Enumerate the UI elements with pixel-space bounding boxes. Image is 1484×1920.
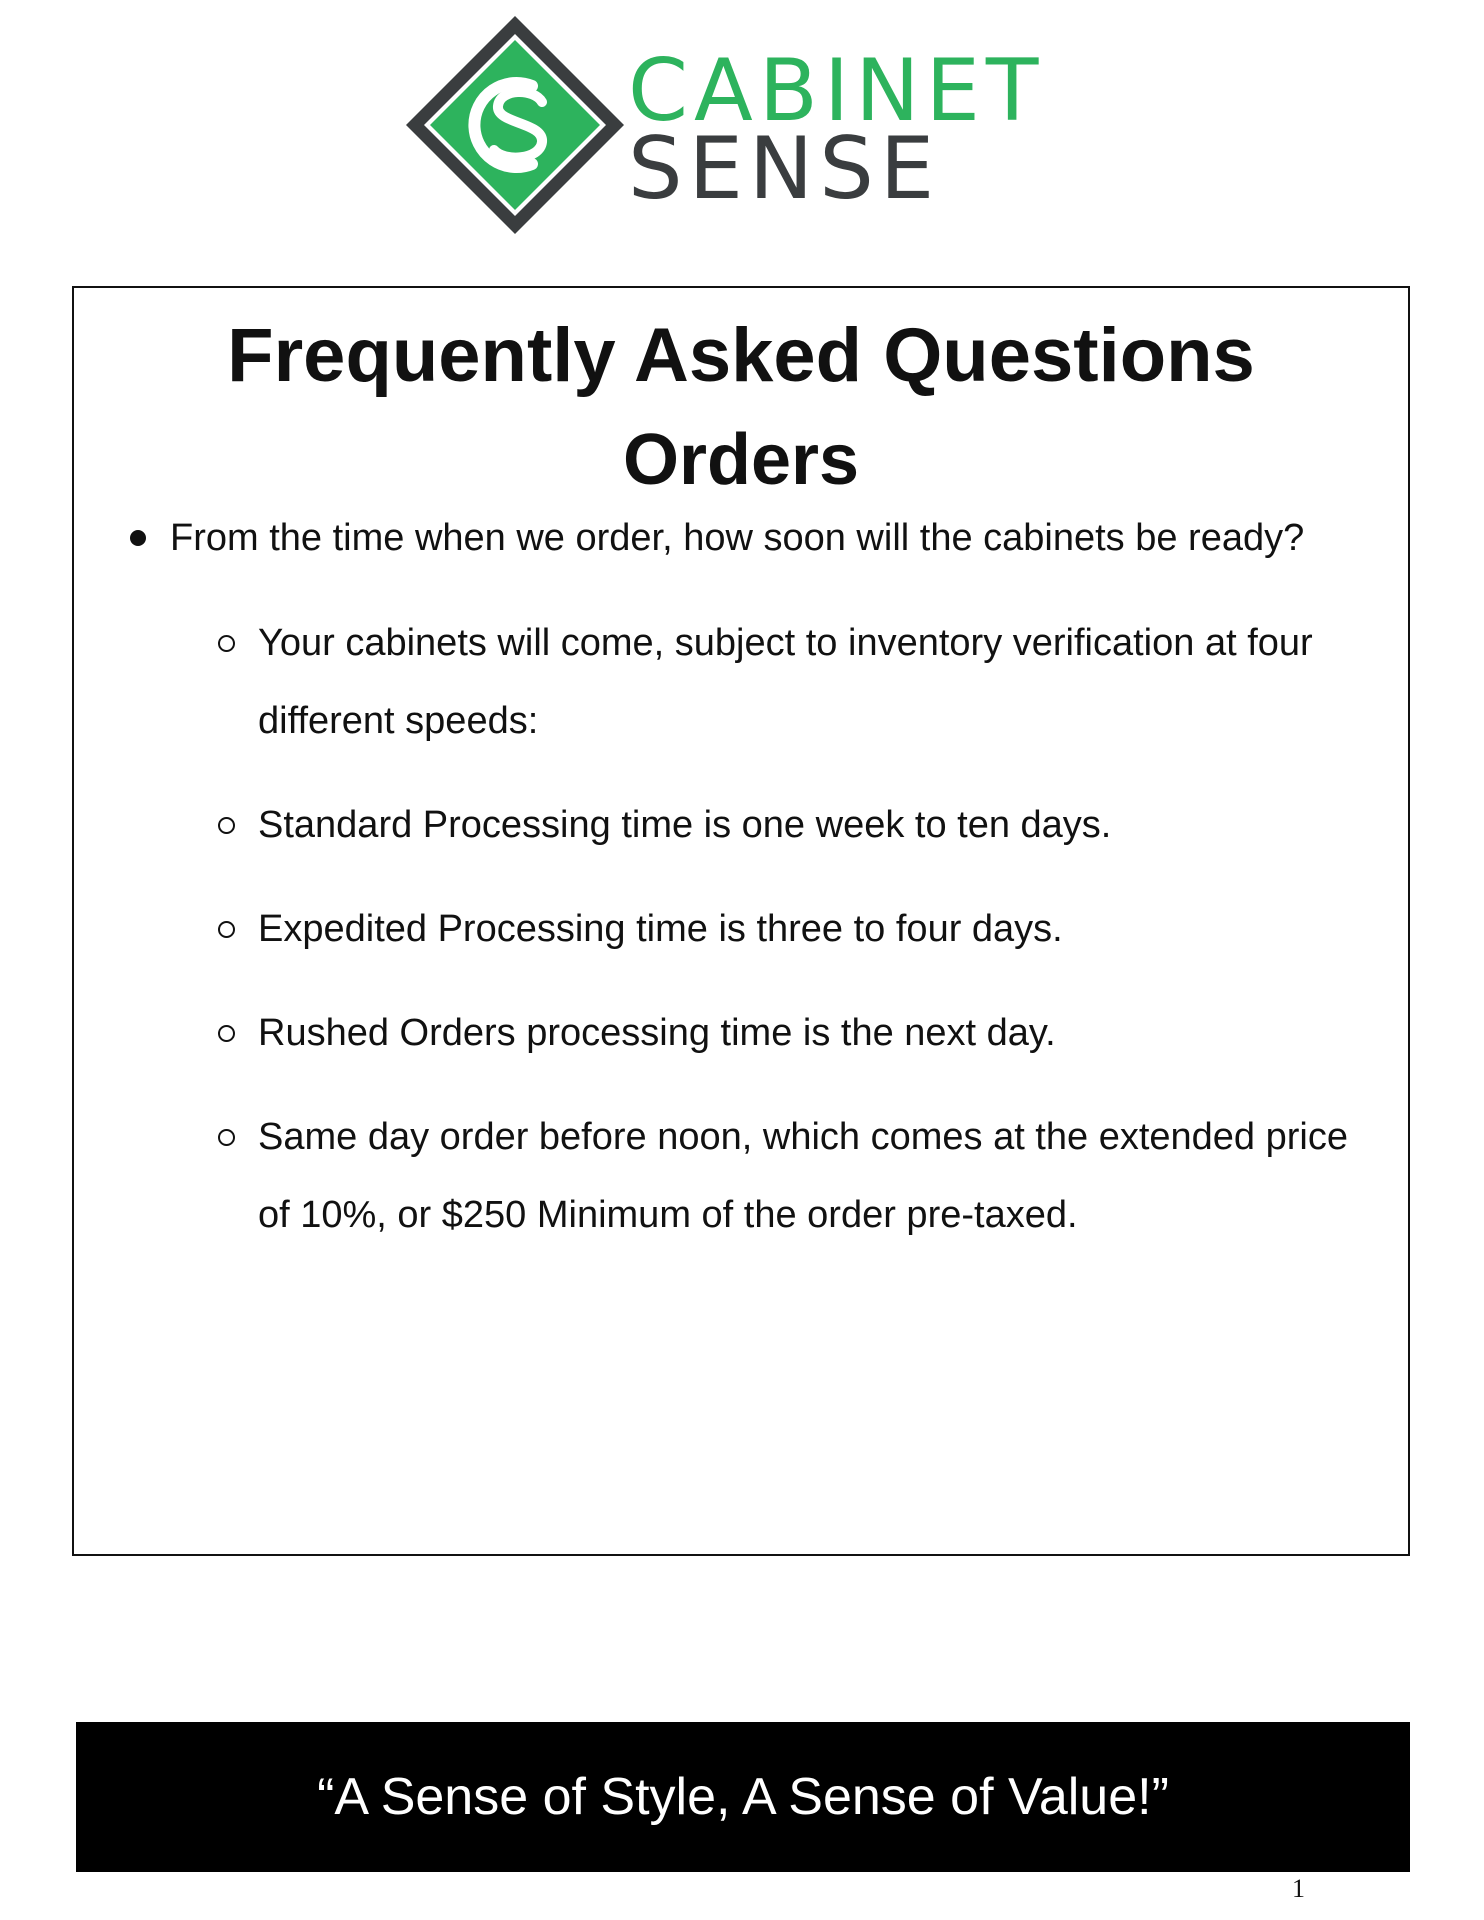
slogan-banner: [76, 1722, 1410, 1872]
list-item: [218, 786, 1388, 864]
bullet-icon: [130, 530, 146, 546]
cs-diamond-logo-icon: [404, 14, 626, 236]
list-item: [218, 994, 1388, 1072]
faq-box: [72, 286, 1410, 1556]
answer-text: Your cabinets will come, subject to inventory verification at four different speeds:: [258, 622, 1313, 742]
list-item: [218, 890, 1388, 968]
question-text: From the time when we order, how soon will the cabinets be ready?: [170, 517, 1305, 559]
answer-text: Expedited Processing time is three to four days.: [258, 908, 1063, 950]
logo-text-sense: SENSE: [628, 119, 941, 219]
answer-text: Standard Processing time is one week to ten days.: [258, 804, 1112, 846]
circle-bullet-icon: [218, 1129, 235, 1146]
slogan-text: “A Sense of Style, A Sense of Value!”: [317, 1768, 1169, 1826]
answer-list: [218, 604, 1388, 1280]
section-subtitle: Orders: [622, 420, 860, 500]
list-item: [218, 1098, 1388, 1254]
circle-bullet-icon: [218, 921, 235, 938]
logo-text-cabinet: CABINET: [628, 41, 1045, 141]
circle-bullet-icon: [218, 817, 235, 834]
faq-question: [130, 516, 1304, 562]
answer-text: Same day order before noon, which comes at the extended price of 10%, or $250 Minimum of the order pre-taxed.: [258, 1116, 1348, 1236]
page-title: Frequently Asked Questions: [227, 313, 1255, 398]
circle-bullet-icon: [218, 1025, 235, 1042]
answer-text: Rushed Orders processing time is the next day.: [258, 1012, 1056, 1054]
circle-bullet-icon: [218, 635, 235, 652]
cabinet-sense-logo: [404, 14, 1094, 236]
page-number: 1: [1292, 1874, 1305, 1903]
list-item: [218, 604, 1388, 760]
